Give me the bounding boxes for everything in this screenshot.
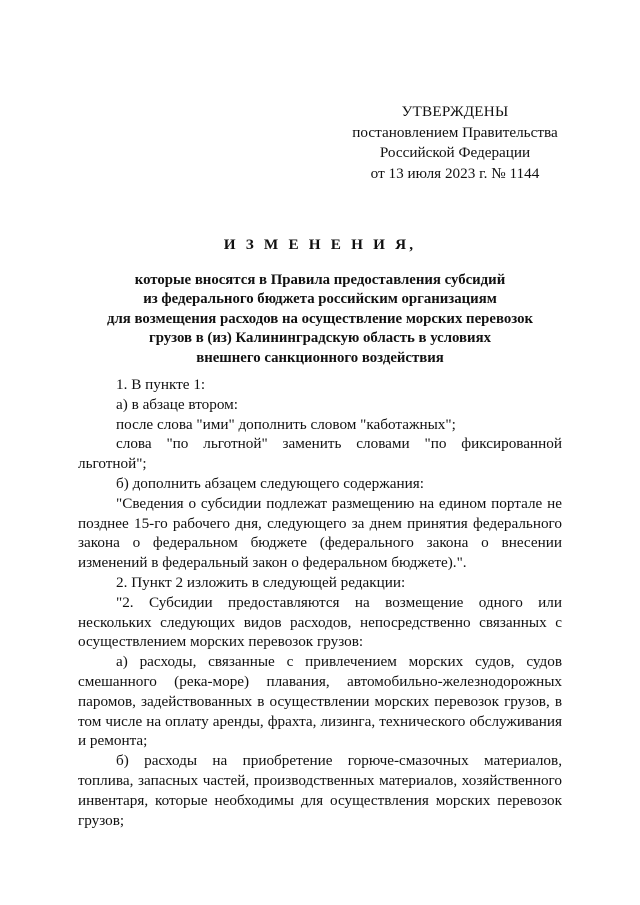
title-heading: И З М Е Н Е Н И Я, [223,236,417,253]
approval-line-2: Российской Федерации [379,144,531,161]
document-title [70,235,570,368]
paragraph-subitem-b: б) дополнить абзацем следующего содержания: [116,474,424,492]
paragraph-expenses-b: б) расходы на приобретение горюче-смазочных материалов, топлива, запасных частей, производственных материалов, хозяйственного инвентаря, которые необходимы для осуществления морских перевозок грузов; [78,752,562,829]
title-line-4: грузов в (из) Калининградскую область в условиях [149,330,491,346]
paragraph-subsidies: "2. Субсидии предоставляются на возмещение одного или нескольких следующих видов расходов, непосредственно связанных с осуществлением морских перевозок грузов: [78,593,562,651]
title-line-3: для возмещения расходов на осуществление морских перевозок [106,310,534,327]
paragraph-expenses-a: а) расходы, связанные с привлечением морских судов, судов смешанного (река-море) плавания, автомобильно-железнодорожных паромов, задействованных в осуществлении морских перевозок грузов, в том числе на оплату аренды, фрахта, лизинга, технического обслуживания и ремонта; [78,653,562,750]
title-line-2: из федерального бюджета российским организациям [143,291,497,307]
approval-line-3: от 13 июля 2023 г. № 1144 [370,164,540,182]
approval-heading: УТВЕРЖДЕНЫ [401,103,509,120]
paragraph-new-abzac: "Сведения о субсидии подлежат размещению на едином портале не позднее 15-го рабочего дня, следующего за днем принятия федерального закона о федеральном бюджете (федерального закона о внесении изменений в федеральный закон о федеральном бюджете).". [78,494,562,572]
paragraph-replace-words: слова "по льготной" заменить словами "по фиксированной льготной"; [78,435,562,473]
title-line-5: внешнего санкционного воздействия [196,349,444,366]
paragraph-item-2: 2. Пункт 2 изложить в следующей редакции: [116,573,406,591]
paragraph-add-word: после слова "ими" дополнить словом "каботажных"; [116,415,456,433]
paragraph-item-1: 1. В пункте 1: [116,376,206,393]
document-body [78,375,562,830]
paragraph-subitem-a: а) в абзаце втором: [116,395,238,413]
approval-line-1: постановлением Правительства [352,123,558,141]
title-line-1: которые вносятся в Правила предоставления субсидий [134,271,506,288]
approval-stamp [335,102,575,184]
